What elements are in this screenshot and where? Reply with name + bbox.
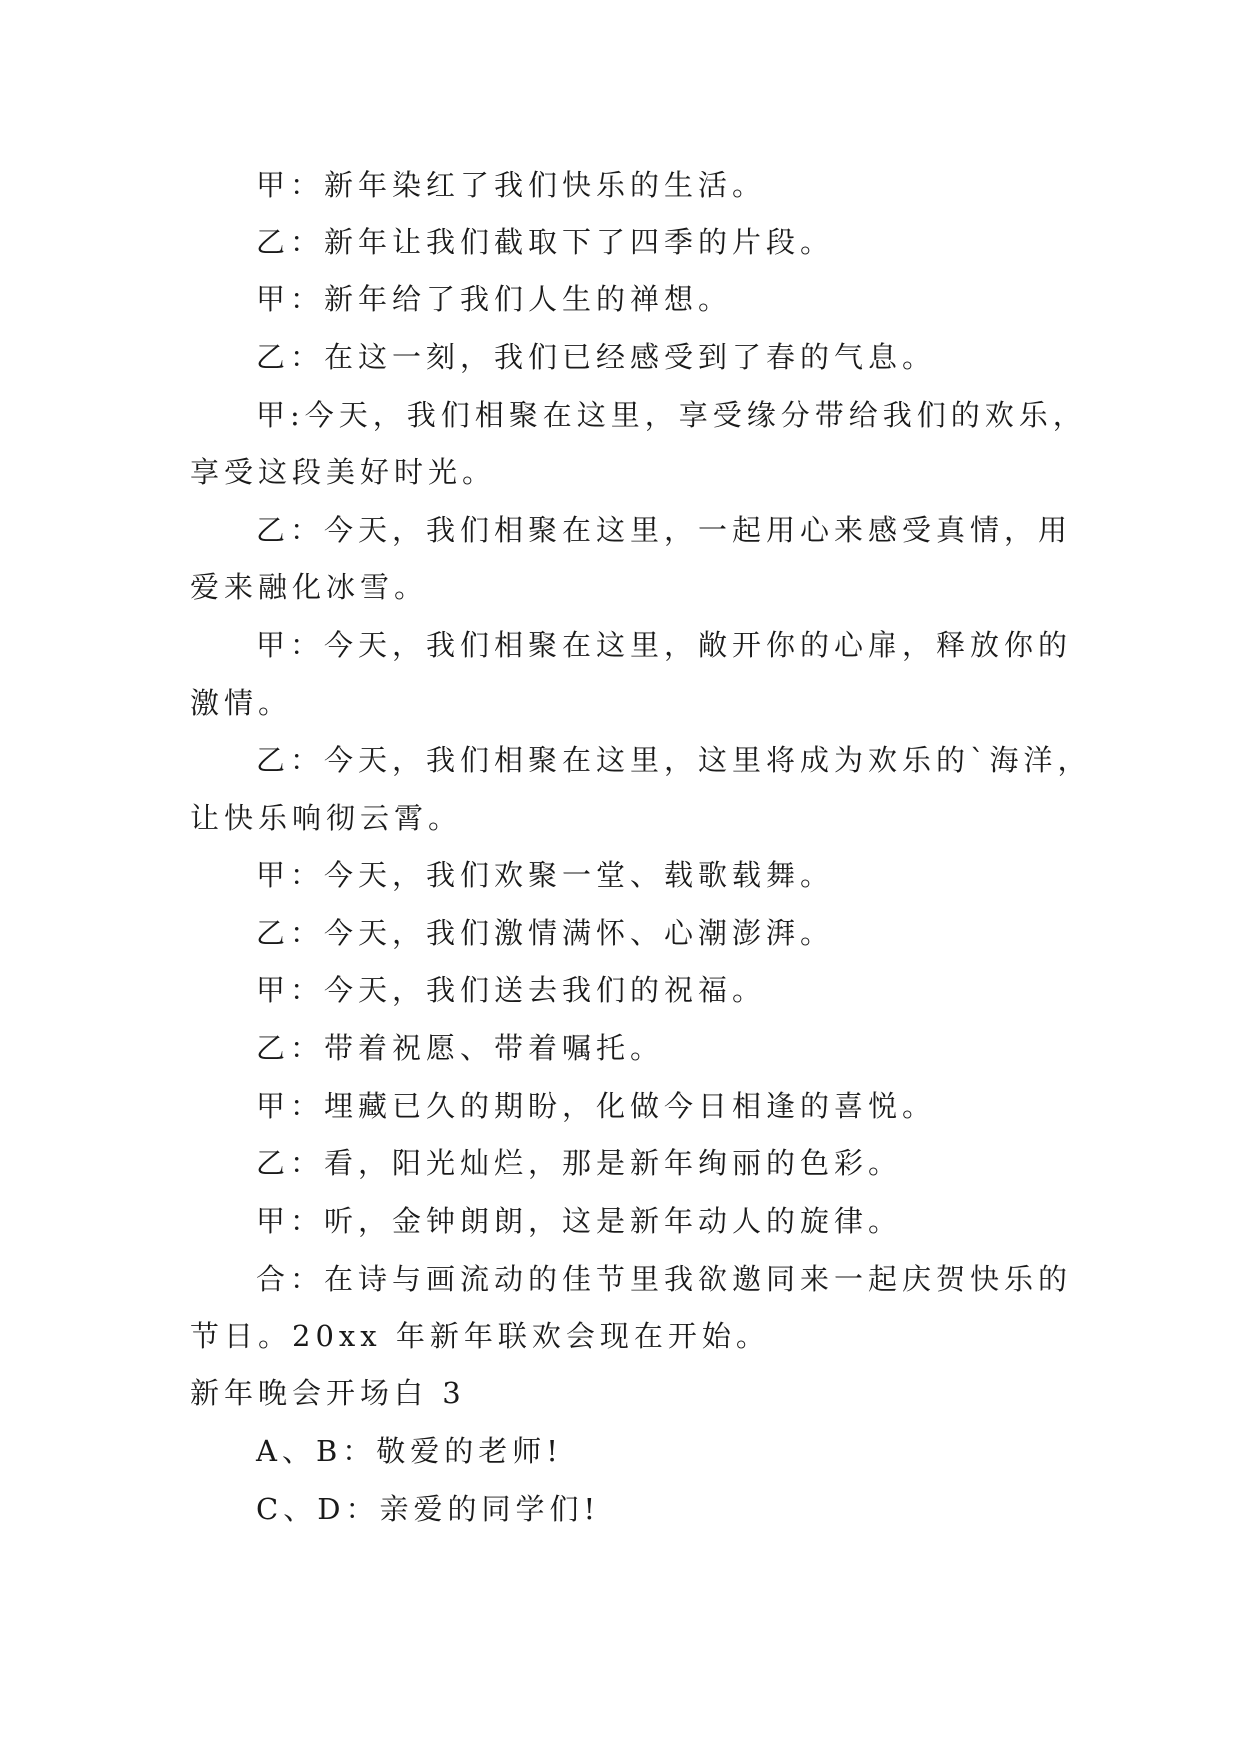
paragraph-line: 甲：新年给了我们人生的禅想。 bbox=[256, 282, 733, 316]
paragraph-line: A、B：敬爱的老师! bbox=[256, 1434, 563, 1468]
section-heading: 新年晚会开场白 3 bbox=[190, 1376, 466, 1410]
paragraph-line: 甲：今天，我们欢聚一堂、载歌载舞。 bbox=[256, 858, 835, 892]
paragraph-line: 甲：今天，我们送去我们的祝福。 bbox=[256, 973, 767, 1007]
paragraph-line: 甲：埋藏已久的期盼，化做今日相逢的喜悦。 bbox=[256, 1089, 937, 1123]
paragraph-line: 甲：今天，我们相聚在这里，敞开你的心扉，释放你的 bbox=[256, 628, 1073, 662]
paragraph-line: 节日。20xx 年新年联欢会现在开始。 bbox=[190, 1319, 770, 1353]
paragraph-line: 乙：带着祝愿、带着嘱托。 bbox=[256, 1031, 665, 1065]
paragraph-line: 合：在诗与画流动的佳节里我欲邀同来一起庆贺快乐的 bbox=[256, 1262, 1073, 1296]
paragraph-line: 爱来融化冰雪。 bbox=[190, 570, 429, 604]
paragraph-line: 激情。 bbox=[190, 686, 293, 720]
paragraph-line: C、D：亲爱的同学们! bbox=[256, 1492, 601, 1526]
paragraph-line: 乙：今天，我们相聚在这里，这里将成为欢乐的`海洋， bbox=[256, 743, 1092, 777]
paragraph-line: 乙：今天，我们激情满怀、心潮澎湃。 bbox=[256, 916, 835, 950]
paragraph-line: 享受这段美好时光。 bbox=[190, 455, 497, 489]
paragraph-line: 让快乐响彻云霄。 bbox=[190, 801, 463, 835]
paragraph-line: 甲：新年染红了我们快乐的生活。 bbox=[256, 168, 767, 202]
paragraph-line: 乙：今天，我们相聚在这里，一起用心来感受真情，用 bbox=[256, 513, 1073, 547]
paragraph-line: 乙：看，阳光灿烂，那是新年绚丽的色彩。 bbox=[256, 1146, 903, 1180]
paragraph-line: 甲:今天，我们相聚在这里，享受缘分带给我们的欢乐， bbox=[256, 398, 1087, 432]
paragraph-line: 乙：新年让我们截取下了四季的片段。 bbox=[256, 225, 835, 259]
paragraph-line: 甲：听，金钟朗朗，这是新年动人的旋律。 bbox=[256, 1204, 903, 1238]
paragraph-line: 乙：在这一刻，我们已经感受到了春的气息。 bbox=[256, 340, 937, 374]
